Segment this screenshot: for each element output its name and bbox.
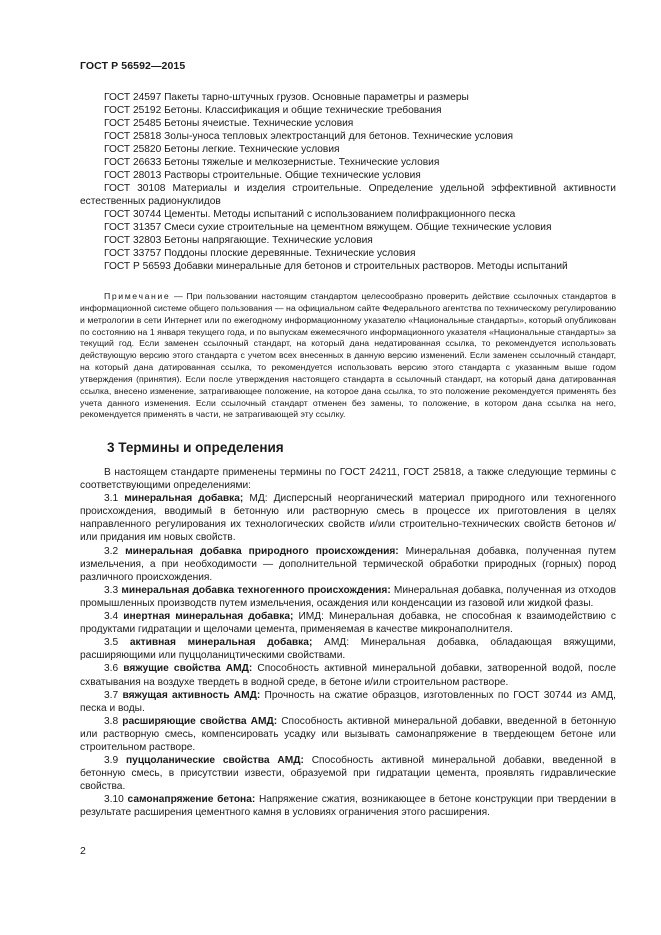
term-definition: АМД: Минеральная добавка, обладающая вяжущими, расширяющими или пуццолаництическими свойствами.: [80, 637, 616, 662]
normative-references-list: [80, 91, 616, 273]
term-name: расширяющие свойства АМД:: [122, 715, 278, 727]
term-definition: Напряжение сжатия, возникающее в бетоне конструкции при твердении в результате расширения цементного камня в условиях ограничения этого расширения.: [80, 794, 616, 819]
term-name: инертная минеральная добавка;: [123, 611, 294, 623]
note-paragraph: [80, 291, 616, 421]
reference-item: ГОСТ 25818 Золы-уноса тепловых электростанций для бетонов. Технические условия: [104, 131, 514, 142]
term-entry: [80, 793, 616, 819]
term-number: 3.10: [104, 794, 124, 806]
term-name: минеральная добавка техногенного происхождения:: [121, 584, 391, 596]
term-number: 3.4: [104, 611, 119, 623]
page-number: 2: [80, 845, 86, 857]
reference-item: ГОСТ 25192 Бетоны. Классификация и общие технические требования: [104, 105, 442, 116]
term-entry: [80, 662, 616, 688]
references-note: [80, 291, 616, 421]
term-name: вяжущие свойства АМД:: [123, 663, 253, 675]
term-number: 3.6: [104, 663, 119, 675]
term-entry: [80, 584, 616, 610]
section-title: 3 Термины и определения: [107, 440, 284, 455]
note-label: Примечание: [104, 291, 171, 301]
term-number: 3.8: [104, 715, 119, 727]
term-definition: МД: Дисперсный неорганический материал природного или техногенного происхождения, вводимый в бетонную или растворную смесь в процессе их приготовления в целях направленного регулирования их технологических свойств и/или строительно-технических свойств бетонов и/или придания им новых свойств.: [80, 493, 616, 544]
reference-item: ГОСТ 31357 Смеси сухие строительные на цементном вяжущем. Общие технические условия: [104, 222, 552, 233]
reference-item: ГОСТ Р 56593 Добавки минеральные для бетонов и строительных растворов. Методы испытаний: [104, 261, 568, 272]
reference-item: ГОСТ 25485 Бетоны ячеистые. Технические условия: [104, 118, 354, 129]
term-number: 3.2: [104, 545, 119, 557]
term-number: 3.3: [104, 584, 119, 596]
reference-item: ГОСТ 28013 Растворы строительные. Общие технические условия: [104, 170, 421, 181]
reference-item: ГОСТ 30744 Цементы. Методы испытаний с использованием полифракционного песка: [104, 209, 516, 220]
term-number: 3.7: [104, 689, 119, 701]
reference-item: ГОСТ 32803 Бетоны напрягающие. Технические условия: [104, 235, 373, 246]
term-name: минеральная добавка природного происхождения:: [125, 545, 399, 557]
term-number: 3.1: [104, 493, 119, 505]
reference-item: ГОСТ 30108 Материалы и изделия строительные. Определение удельной эффективной активности естественных радионуклидов: [80, 183, 616, 207]
term-entry: [80, 610, 616, 636]
note-text: — При пользовании настоящим стандартом целесообразно проверить действие ссылочных стандартов в информационной системе общего пользования — на официальном сайте Федерального агентства по техническому регулированию и метрологии в сети Интернет или по ежегодному информационному указателю «Национальные стандарты», который опубликован по состоянию на 1 января текущего года, и по выпускам ежемесячного информационного указателя «Национальные стандарты» за текущий год. Если заменен ссылочный стандарт, на который дана недатированная ссылка, то рекомендуется использовать действующую версию этого стандарта с учетом всех внесенных в данную версию изменений. Если заменен ссылочный стандарт, на который дана датированная ссылка, то рекомендуется использовать версию этого стандарта с указанным выше годом утверждения (принятия). Если после утверждения настоящего стандарта в ссылочный стандарт, на который дана датированная ссылка, внесено изменение, затрагивающее положение, на которое дана ссылка, то это положение рекомендуется применять без учета данного изменения. Если ссылочный стандарт отменен без замены, то положение, в котором дана ссылка на него, рекомендуется применять в части, не затрагивающей эту ссылку.: [80, 291, 616, 420]
term-name: вяжущая активность АМД:: [122, 689, 261, 701]
term-definition: Способность активной минеральной добавки, затворенной водой, после схватывания на воздухе твердеть в водной среде, в бетоне и/или строительном растворе.: [80, 663, 616, 688]
term-entry: [80, 754, 616, 793]
term-entry: [80, 545, 616, 584]
reference-item: ГОСТ 33757 Поддоны плоские деревянные. Технические условия: [104, 248, 416, 259]
term-name: самонапряжение бетона:: [127, 794, 256, 806]
term-definition: Способность активной минеральной добавки, введенной в бетонную смесь, в присутствии извести, образуемой при гидратации цемента, проявлять гидравлические свойства.: [80, 755, 616, 793]
term-number: 3.5: [104, 637, 119, 649]
term-name: активная минеральная добавка;: [129, 637, 313, 649]
term-definition: ИМД: Минеральная добавка, не способная к взаимодействию с продуктами гидратации и щелочами цемента, применяемая в качестве микронаполнителя.: [80, 611, 616, 636]
reference-item: ГОСТ 24597 Пакеты тарно-штучных грузов. Основные параметры и размеры: [104, 92, 469, 103]
term-entry: [80, 492, 616, 544]
reference-item: ГОСТ 26633 Бетоны тяжелые и мелкозернистые. Технические условия: [104, 157, 440, 168]
term-number: 3.9: [104, 755, 119, 767]
term-entry: [80, 715, 616, 754]
term-definition: Прочность на сжатие образцов, изготовленных по ГОСТ 30744 из АМД, песка и воды.: [80, 689, 616, 714]
term-definition: Способность активной минеральной добавки, введенной в бетонную или растворную смесь, компенсировать усадку или вызывать самонапряжение в твердеющем бетоне или строительном растворе.: [80, 715, 616, 753]
terms-list: [80, 466, 616, 820]
document-code: ГОСТ Р 56592—2015: [80, 60, 186, 72]
section-intro: В настоящем стандарте применены термины по ГОСТ 24211, ГОСТ 25818, а также следующие термины с соответствующими определениями:: [80, 467, 616, 492]
term-definition: Минеральная добавка, полученная из отходов промышленных производств путем измельчения, осаждения или конденсации из газовой или жидкой фазы.: [80, 584, 616, 609]
term-entry: [80, 636, 616, 662]
term-name: минеральная добавка;: [124, 493, 244, 505]
term-entry: [80, 689, 616, 715]
term-definition: Минеральная добавка, полученная путем измельчения, а при необходимости — дополнительной термической обработки природных (горных) пород различного происхождения.: [80, 545, 616, 583]
term-name: пуццоланические свойства АМД:: [126, 755, 304, 767]
reference-item: ГОСТ 25820 Бетоны легкие. Технические условия: [104, 144, 340, 155]
